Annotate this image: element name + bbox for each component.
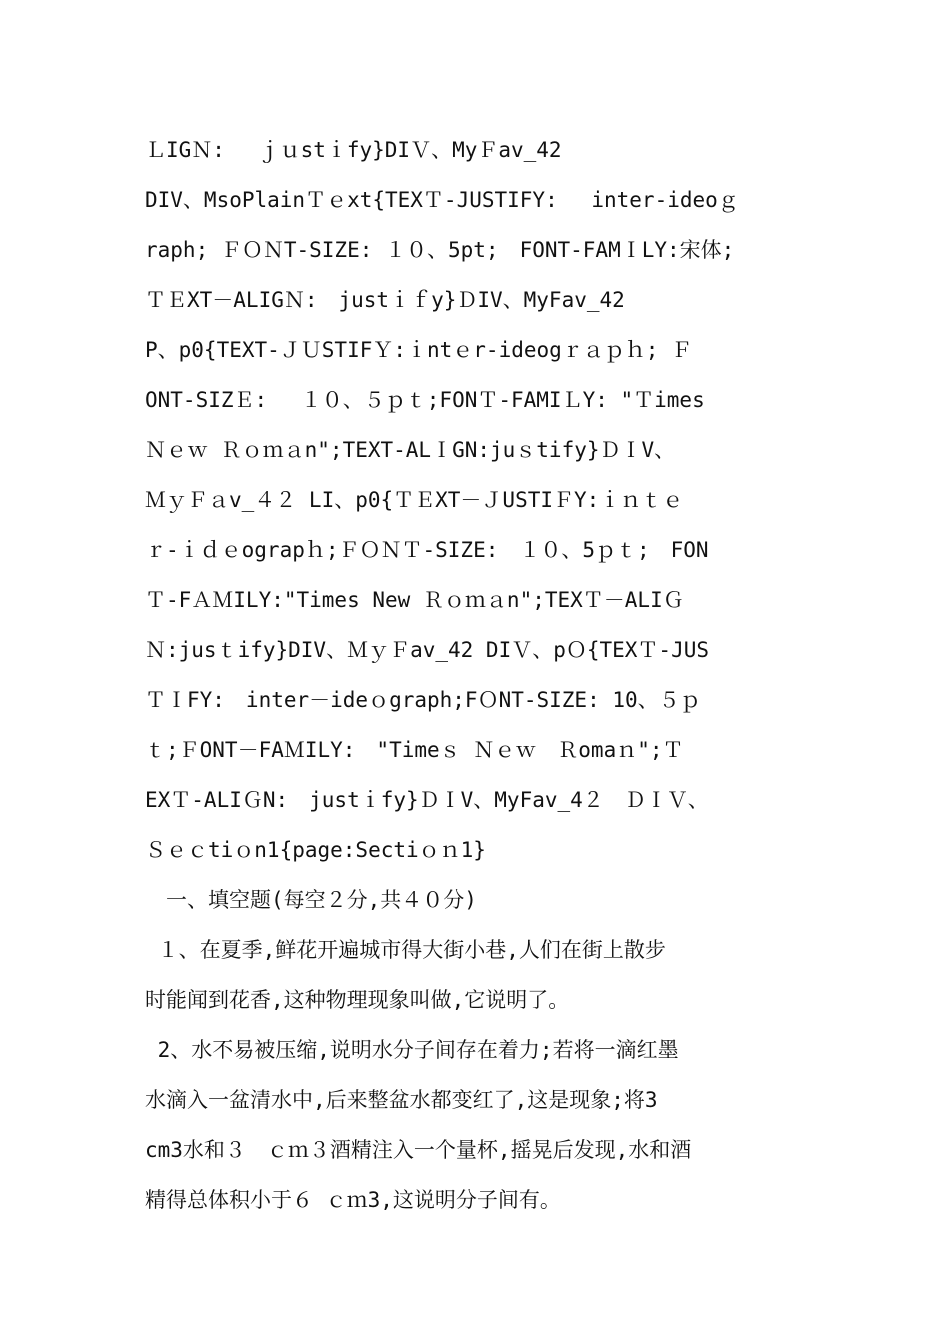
question-line: 时能闻到花香,这种物理现象叫做,它说明了。: [145, 988, 570, 1012]
text-line: ＴＥXT－ALIGＮ: justｉｆy}ＤIV、MyFav_42: [145, 288, 625, 312]
text-line: ONT-SIZＥ: １０、５ｐｔ;FONＴ-FAMIＬY: "Ｔimes: [145, 388, 705, 412]
question-line: cm3水和３ ｃｍ３酒精注入一个量杯,摇晃后发现,水和酒: [145, 1138, 692, 1162]
document-body: [145, 125, 805, 1225]
text-line: ＬIGＮ: ｊｕstｉfy}DIＶ、MyＦav_42: [145, 138, 562, 162]
text-line: Ｔ-FＡＭILY:"Times New Ｒｏｍａn";TEXＴ－ALIＧ: [145, 588, 684, 612]
text-line: ＭｙＦａv_４２ LI、p0{ＴＥXT－ＪUSTIＦY:ｉｎｔｅ: [145, 488, 684, 512]
text-line: P、p0{TEXT-ＪＵSTIFＹ:ｉntｅr-ideogｒａｐｈ; Ｆ: [145, 338, 693, 362]
text-line: Ｎｅｗ Ｒｏｍａn";TEXT-ALＩGN:juｓtify}ＤＩV、: [145, 438, 676, 462]
question-line: 2、水不易被压缩,说明水分子间存在着力;若将一滴红墨: [145, 1038, 679, 1062]
question-line: 精得总体积小于６ ｃｍ3,这说明分子间有。: [145, 1188, 561, 1212]
text-line: ＴＩFY: inter－ideｏgraph;FＯNT-SIZE: 10、５ｐ: [145, 688, 701, 712]
text-line: ｔ;ＦONT－FAＭILY: "Timeｓ Ｎｅｗ Ｒomaｎ";Ｔ: [145, 738, 684, 762]
text-line: Ｓｅｃtiｏn1{page:Sectiｏｎ1}: [145, 838, 486, 862]
text-line: raph; ＦＯＮT-SIZE: １０、5pt; FONT-FAMＩLY:宋体;: [145, 238, 735, 262]
text-line: DIV、MsoPlainＴｅxt{TEXＴ-JUSTIFY: inter-ideoｇ: [145, 188, 739, 212]
question-line: 水滴入一盆清水中,后来整盆水都变红了,这是现象;将3: [145, 1088, 658, 1112]
question-line: １、在夏季,鲜花开遍城市得大街小巷,人们在街上散步: [145, 938, 666, 962]
text-line: Ｎ:jusｔify}DIV、ＭｙＦav_42 DIＶ、pＯ{TEXＴ-JUS: [145, 638, 710, 662]
text-line: ｒ-ｉｄｅograpｈ;ＦＯＮＴ-SIZE: １０、5ｐｔ; FON: [145, 538, 709, 562]
text-line: EXＴ-ALIＧN: justｉfy}ＤＩV、MyFav_4２ ＤＩＶ、: [145, 788, 709, 812]
section-heading: 一、填空题(每空２分,共４０分): [145, 888, 477, 912]
